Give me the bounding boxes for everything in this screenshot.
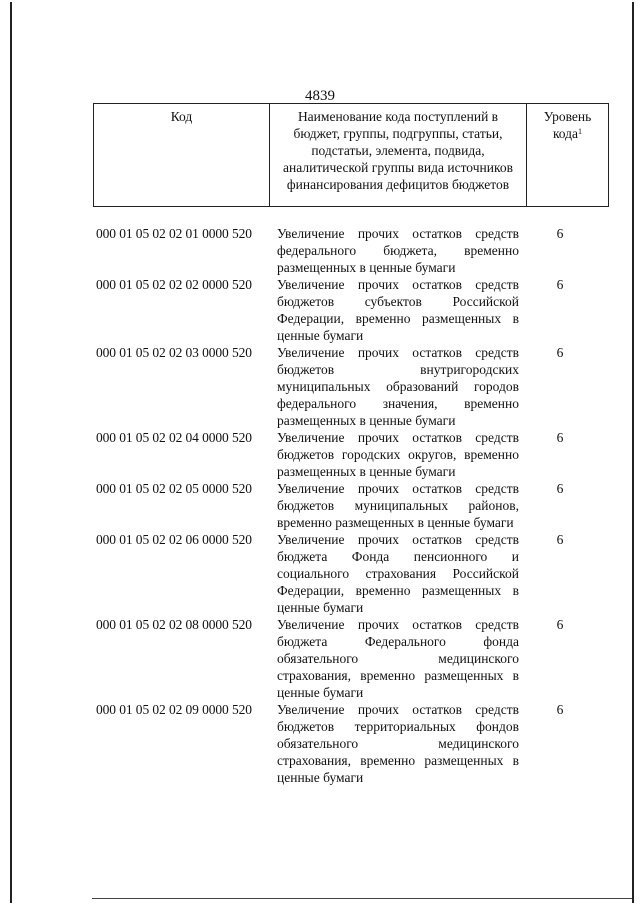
header-level-label: Уровень кода	[543, 109, 592, 141]
list-item	[0, 429, 640, 480]
header-table	[93, 103, 609, 207]
row-code: 000 01 05 02 02 06 0000 520	[96, 532, 252, 547]
list-item	[0, 701, 640, 786]
page-number: 4839	[305, 88, 335, 104]
list-item	[0, 616, 640, 701]
header-name-label: Наименование кода поступлений в бюджет, группы, подгруппы, статьи, подстатьи, элемента, подвида, аналитической группы вида источников финансирования дефицитов бюджетов	[283, 109, 513, 192]
list-item	[0, 480, 640, 531]
row-name: Увеличение прочих остатков средств бюджетов муниципальных районов, временно размещенных в ценные бумаги	[277, 481, 519, 530]
header-name	[270, 104, 527, 207]
list-item	[0, 531, 640, 616]
row-code: 000 01 05 02 02 04 0000 520	[96, 430, 252, 445]
list-item	[0, 344, 640, 429]
row-code: 000 01 05 02 02 08 0000 520	[96, 617, 252, 632]
row-level: 6	[556, 345, 564, 360]
row-name: Увеличение прочих остатков средств федерального бюджета, временно размещенных в ценные бумаги	[277, 226, 519, 275]
row-level: 6	[556, 617, 564, 632]
row-name: Увеличение прочих остатков средств бюджета Федерального фонда обязательного медицинского страхования, временно размещенных в ценные бумаги	[277, 617, 519, 700]
row-level: 6	[556, 430, 564, 445]
header-code-label: Код	[170, 109, 193, 124]
list-item	[0, 276, 640, 344]
row-code: 000 01 05 02 02 09 0000 520	[96, 702, 252, 717]
code-list	[0, 225, 640, 786]
header-level	[527, 104, 609, 207]
row-level: 6	[556, 277, 564, 292]
row-name: Увеличение прочих остатков средств бюджетов городских округов, временно размещенных в ценные бумаги	[277, 430, 519, 479]
row-code: 000 01 05 02 02 05 0000 520	[96, 481, 252, 496]
row-name: Увеличение прочих остатков средств бюджетов внутригородских муниципальных образований городов федерального значения, временно размещенных в ценные бумаги	[277, 345, 519, 428]
header-row	[94, 104, 609, 207]
row-level: 6	[556, 226, 564, 241]
row-code: 000 01 05 02 02 03 0000 520	[96, 345, 252, 360]
row-name: Увеличение прочих остатков средств бюджетов субъектов Российской Федерации, временно размещенных в ценные бумаги	[277, 277, 519, 343]
row-code: 000 01 05 02 02 02 0000 520	[96, 277, 252, 292]
row-name: Увеличение прочих остатков средств бюджета Фонда пенсионного и социального страхования Российской Федерации, временно размещенных в ценные бумаги	[277, 532, 519, 615]
row-name: Увеличение прочих остатков средств бюджетов территориальных фондов обязательного медицинского страхования, временно размещенных в ценные бумаги	[277, 702, 519, 785]
row-level: 6	[556, 532, 564, 547]
row-level: 6	[556, 702, 564, 717]
header-code	[94, 104, 270, 207]
footnote-marker: 1	[578, 127, 583, 136]
list-item	[0, 225, 640, 276]
page-edge-bottom	[92, 898, 632, 899]
row-code: 000 01 05 02 02 01 0000 520	[96, 226, 252, 241]
row-level: 6	[556, 481, 564, 496]
